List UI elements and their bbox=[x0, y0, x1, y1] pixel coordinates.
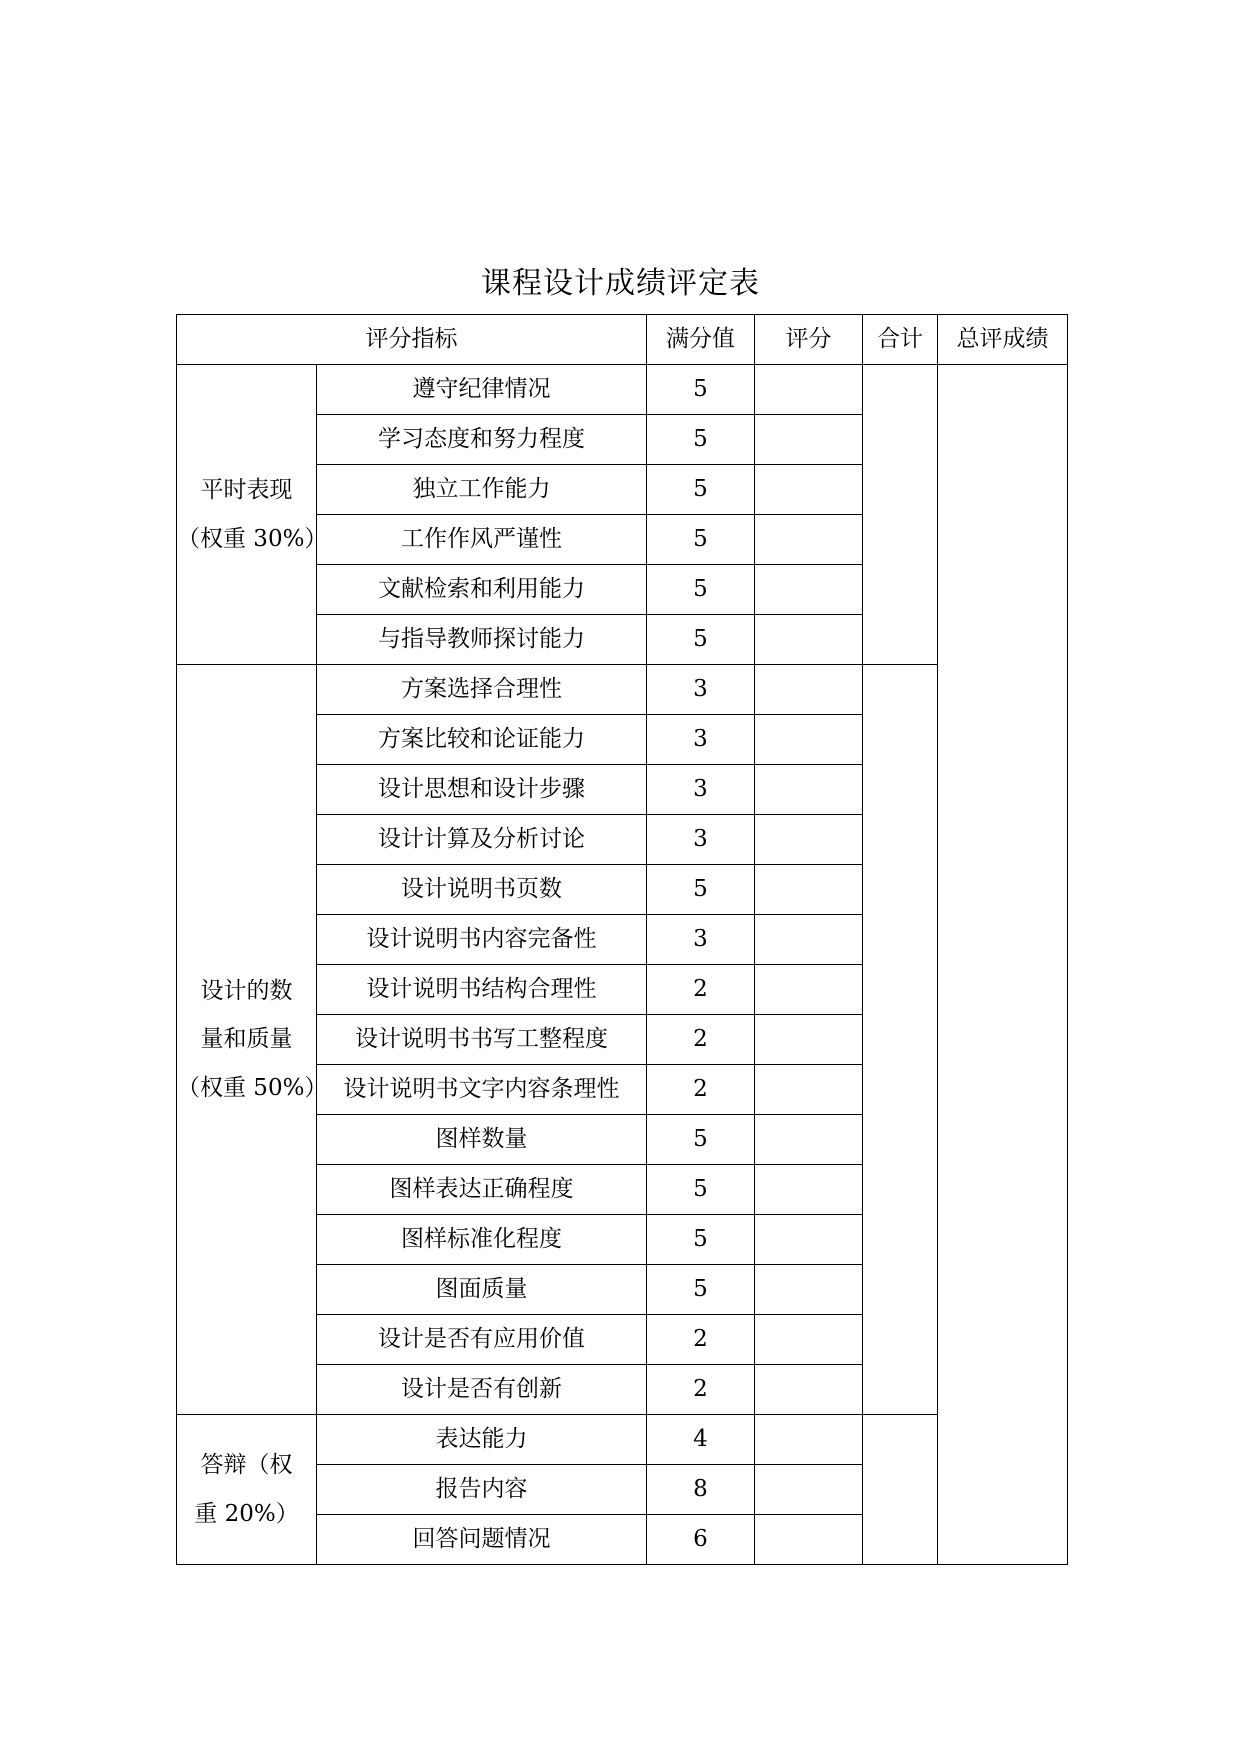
item-name: 图样表达正确程度 bbox=[317, 1165, 647, 1215]
item-score-input[interactable] bbox=[755, 1165, 863, 1215]
item-full-score: 5 bbox=[647, 515, 755, 565]
item-row bbox=[177, 365, 1068, 415]
item-full-score: 5 bbox=[647, 415, 755, 465]
item-row bbox=[177, 1415, 1068, 1465]
item-score-input[interactable] bbox=[755, 1065, 863, 1115]
item-name: 回答问题情况 bbox=[317, 1515, 647, 1565]
item-full-score: 6 bbox=[647, 1515, 755, 1565]
item-score-input[interactable] bbox=[755, 1265, 863, 1315]
category-label-line: 平时表现 bbox=[200, 477, 293, 504]
item-full-score: 5 bbox=[647, 365, 755, 415]
item-full-score: 3 bbox=[647, 665, 755, 715]
item-name: 设计是否有创新 bbox=[317, 1365, 647, 1415]
item-name: 图面质量 bbox=[317, 1265, 647, 1315]
item-full-score: 2 bbox=[647, 1065, 755, 1115]
header-indicator: 评分指标 bbox=[177, 315, 647, 365]
header-subtotal: 合计 bbox=[863, 315, 938, 365]
item-name: 文献检索和利用能力 bbox=[317, 565, 647, 615]
item-name: 设计是否有应用价值 bbox=[317, 1315, 647, 1365]
item-score-input[interactable] bbox=[755, 915, 863, 965]
header-overall: 总评成绩 bbox=[938, 315, 1068, 365]
item-full-score: 2 bbox=[647, 965, 755, 1015]
item-full-score: 5 bbox=[647, 615, 755, 665]
item-name: 设计计算及分析讨论 bbox=[317, 815, 647, 865]
item-full-score: 5 bbox=[647, 1265, 755, 1315]
group-subtotal-cell[interactable] bbox=[863, 665, 938, 1415]
item-name: 工作作风严谨性 bbox=[317, 515, 647, 565]
item-name: 方案选择合理性 bbox=[317, 665, 647, 715]
category-label-line: （权重 50%） bbox=[177, 1074, 328, 1101]
item-score-input[interactable] bbox=[755, 1315, 863, 1365]
category-label-line: 量和质量 bbox=[200, 1026, 293, 1053]
item-score-input[interactable] bbox=[755, 1015, 863, 1065]
category-cell bbox=[177, 665, 328, 1415]
item-full-score: 2 bbox=[647, 1365, 755, 1415]
item-name: 图样标准化程度 bbox=[317, 1215, 647, 1265]
grading-table-body bbox=[177, 315, 1068, 1565]
overall-grade-cell[interactable] bbox=[938, 365, 1068, 1565]
item-full-score: 5 bbox=[647, 1165, 755, 1215]
item-score-input[interactable] bbox=[755, 515, 863, 565]
header-full-score: 满分值 bbox=[647, 315, 755, 365]
item-score-input[interactable] bbox=[755, 965, 863, 1015]
item-score-input[interactable] bbox=[755, 1365, 863, 1415]
item-score-input[interactable] bbox=[755, 1515, 863, 1565]
item-name: 与指导教师探讨能力 bbox=[317, 615, 647, 665]
item-full-score: 3 bbox=[647, 765, 755, 815]
item-score-input[interactable] bbox=[755, 1215, 863, 1265]
item-name: 设计说明书文字内容条理性 bbox=[317, 1065, 647, 1115]
item-full-score: 2 bbox=[647, 1015, 755, 1065]
item-name: 表达能力 bbox=[317, 1415, 647, 1465]
item-full-score: 4 bbox=[647, 1415, 755, 1465]
category-label-line: （权重 30%） bbox=[177, 525, 328, 552]
item-full-score: 3 bbox=[647, 715, 755, 765]
item-full-score: 2 bbox=[647, 1315, 755, 1365]
item-full-score: 5 bbox=[647, 1215, 755, 1265]
item-name: 设计思想和设计步骤 bbox=[317, 765, 647, 815]
item-full-score: 5 bbox=[647, 465, 755, 515]
item-full-score: 3 bbox=[647, 915, 755, 965]
item-score-input[interactable] bbox=[755, 765, 863, 815]
item-score-input[interactable] bbox=[755, 665, 863, 715]
grading-table bbox=[176, 314, 1068, 1565]
item-score-input[interactable] bbox=[755, 865, 863, 915]
item-score-input[interactable] bbox=[755, 1465, 863, 1515]
category-label-line: 答辩（权 bbox=[200, 1452, 293, 1479]
item-score-input[interactable] bbox=[755, 565, 863, 615]
group-subtotal-cell[interactable] bbox=[863, 365, 938, 665]
item-name: 独立工作能力 bbox=[317, 465, 647, 515]
item-score-input[interactable] bbox=[755, 615, 863, 665]
item-score-input[interactable] bbox=[755, 365, 863, 415]
item-score-input[interactable] bbox=[755, 415, 863, 465]
item-name: 设计说明书书写工整程度 bbox=[317, 1015, 647, 1065]
item-score-input[interactable] bbox=[755, 1415, 863, 1465]
item-row bbox=[177, 665, 1068, 715]
category-cell bbox=[177, 365, 328, 665]
item-name: 设计说明书内容完备性 bbox=[317, 915, 647, 965]
header-row bbox=[177, 315, 1068, 365]
item-full-score: 8 bbox=[647, 1465, 755, 1515]
item-score-input[interactable] bbox=[755, 465, 863, 515]
item-name: 设计说明书结构合理性 bbox=[317, 965, 647, 1015]
group-subtotal-cell[interactable] bbox=[863, 1415, 938, 1565]
item-name: 报告内容 bbox=[317, 1465, 647, 1515]
category-cell bbox=[177, 1415, 317, 1565]
category-label-line: 重 20%） bbox=[194, 1500, 299, 1527]
item-name: 遵守纪律情况 bbox=[317, 365, 647, 415]
item-name: 图样数量 bbox=[317, 1115, 647, 1165]
item-score-input[interactable] bbox=[755, 815, 863, 865]
item-name: 方案比较和论证能力 bbox=[317, 715, 647, 765]
item-full-score: 3 bbox=[647, 815, 755, 865]
item-full-score: 5 bbox=[647, 565, 755, 615]
item-score-input[interactable] bbox=[755, 715, 863, 765]
category-label-line: 设计的数 bbox=[200, 978, 293, 1005]
item-full-score: 5 bbox=[647, 865, 755, 915]
header-score: 评分 bbox=[755, 315, 863, 365]
item-name: 学习态度和努力程度 bbox=[317, 415, 647, 465]
form-title: 课程设计成绩评定表 bbox=[481, 266, 760, 301]
item-full-score: 5 bbox=[647, 1115, 755, 1165]
item-score-input[interactable] bbox=[755, 1115, 863, 1165]
item-name: 设计说明书页数 bbox=[317, 865, 647, 915]
